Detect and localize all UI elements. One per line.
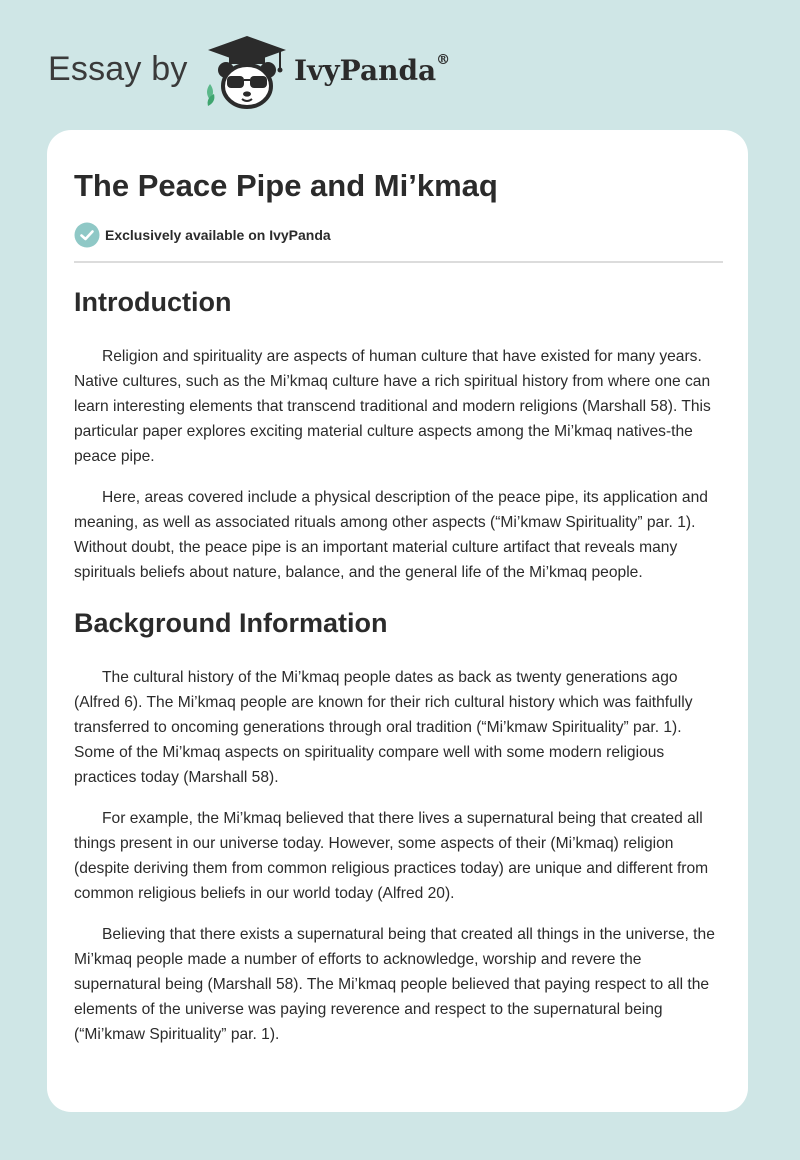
paragraph: Here, areas covered include a physical description of the peace pipe, its application and meaning, as well as associated rituals among other aspects (“Mi’kmaw Spirituality” par. 1). Without doubt, the peace pipe is an important material culture artifact that reveals many spirituals beliefs about nature, balance, and the general life of the Mi’kmaq people. <box>74 489 708 581</box>
essay-by-label: Essay by <box>48 50 188 88</box>
paragraph: The cultural history of the Mi’kmaq people dates as back as twenty generations ago (Alfred 6). The Mi’kmaq people are known for their rich cultural history which was faithfully transferred to oncoming generations through oral tradition (“Mi’kmaw Spirituality” par. 1). Some of the Mi’kmaq aspects on spirituality compare well with some modern religious practices today (Marshall 58). <box>74 669 693 786</box>
paragraph: For example, the Mi’kmaq believed that there lives a supernatural being that created all things present in our universe today. However, some aspects of their (Mi’kmaq) religion (despite deriving them from common religious practices today) are unique and different from common religious beliefs in our world today (Alfred 20). <box>74 810 709 902</box>
essay-body <box>74 280 726 1047</box>
badge-label: Exclusively available on IvyPanda <box>105 227 331 243</box>
page-title: The Peace Pipe and Mi’kmaq <box>74 168 498 203</box>
site-header <box>48 34 748 114</box>
registered-mark: ® <box>436 52 451 68</box>
panda-logo-icon <box>202 34 292 110</box>
check-circle-icon <box>74 222 100 248</box>
exclusive-badge <box>74 222 331 248</box>
section-heading-introduction: Introduction <box>74 287 232 317</box>
essay-card <box>47 130 748 1112</box>
paragraph: Believing that there exists a supernatural being that created all things in the universe, the Mi’kmaq people made a number of efforts to acknowledge, worship and revere the supernatural being (Marshall 58). The Mi’kmaq people believed that paying respect to all the elements of the universe was paying reverence and respect to the supernatural being (“Mi’kmaw Spirituality” par. 1). <box>74 926 715 1043</box>
paragraph: Religion and spirituality are aspects of human culture that have existed for many years. Native cultures, such as the Mi’kmaq culture have a rich spiritual history from where one can learn interesting elements that transcend traditional and modern religions (Marshall 58). This particular paper explores exciting material culture aspects among the Mi’kmaq natives-the peace pipe. <box>74 348 711 465</box>
title-divider <box>74 261 723 263</box>
brand-name: IvyPanda® <box>294 52 451 87</box>
section-heading-background: Background Information <box>74 608 388 638</box>
